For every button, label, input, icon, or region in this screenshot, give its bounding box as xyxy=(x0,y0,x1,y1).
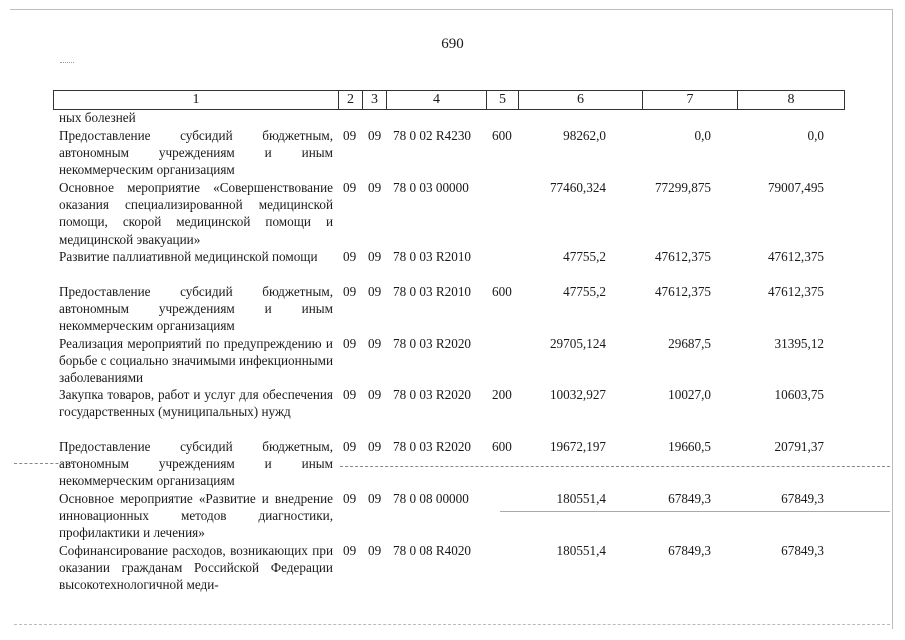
row-col-6: 180551,4 xyxy=(556,543,606,558)
row-col-8: 47612,375 xyxy=(767,249,824,264)
header-col-8: 8 xyxy=(787,92,795,107)
header-col-5: 5 xyxy=(487,91,519,109)
row-col-6: 29705,124 xyxy=(549,336,606,351)
row-col-7: 67849,3 xyxy=(668,491,711,506)
row-col-5: 200 xyxy=(492,387,512,402)
row-col-8: 67849,3 xyxy=(781,543,824,558)
row-col-2: 09 xyxy=(343,543,357,558)
scan-line xyxy=(500,511,890,512)
row-description: Предоставление субсидий бюджетным, автономным учреждениям и иным некоммерческим организациям xyxy=(59,284,333,334)
header-col-6: 6 xyxy=(519,91,643,109)
row-description: Закупка товаров, работ и услуг для обеспечения государственных (муниципальных) нужд xyxy=(59,387,333,420)
row-col-7: 19660,5 xyxy=(668,439,711,454)
row-col-7: 29687,5 xyxy=(668,336,711,351)
row-col-4: 78 0 08 R4020 xyxy=(393,543,472,558)
row-col-6: 47755,2 xyxy=(563,249,606,264)
row-col-2: 09 xyxy=(343,387,357,402)
row-col-2: 09 xyxy=(343,249,357,264)
header-col-1: 1 xyxy=(54,91,339,109)
row-col-8: 20791,37 xyxy=(774,439,824,454)
row-col-2: 09 xyxy=(343,491,357,506)
row-col-8: 31395,12 xyxy=(774,336,824,351)
row-description: Предоставление субсидий бюджетным, автономным учреждениям и иным некоммерческим организациям xyxy=(59,439,333,489)
row-col-6: 19672,197 xyxy=(549,439,606,454)
row-description: Основное мероприятие «Развитие и внедрение инновационных методов диагностики, профилактики и лечения» xyxy=(59,491,333,541)
row-col-6: 98262,0 xyxy=(563,128,606,143)
row-col-6: 77460,324 xyxy=(549,180,606,195)
row-col-3: 09 xyxy=(368,439,382,454)
row-col-4: 78 0 03 R2020 xyxy=(393,336,472,351)
row-col-4: 78 0 08 00000 xyxy=(393,491,469,506)
row-col-8: 79007,495 xyxy=(767,180,824,195)
row-col-8: 47612,375 xyxy=(767,284,824,299)
header-col-3: 3 xyxy=(363,91,387,109)
row-col-7: 0,0 xyxy=(694,128,711,143)
row-col-4: 78 0 03 R2010 xyxy=(393,249,472,264)
header-col-4: 4 xyxy=(387,91,487,109)
row-col-2: 09 xyxy=(343,439,357,454)
row-col-5: 600 xyxy=(492,128,512,143)
row-col-4: 78 0 03 R2020 xyxy=(393,439,472,454)
row-col-8: 0,0 xyxy=(807,128,824,143)
row-col-4: 78 0 03 00000 xyxy=(393,180,469,195)
row-col-4: 78 0 02 R4230 xyxy=(393,128,472,143)
row-col-3: 09 xyxy=(368,387,382,402)
row-description: ных болезней xyxy=(59,110,136,125)
row-col-2: 09 xyxy=(343,284,357,299)
row-col-7: 47612,375 xyxy=(654,284,711,299)
row-col-3: 09 xyxy=(368,249,382,264)
row-col-4: 78 0 03 R2020 xyxy=(393,387,472,402)
row-col-2: 09 xyxy=(343,180,357,195)
scan-line xyxy=(14,624,890,625)
scan-line xyxy=(340,466,890,467)
row-col-2: 09 xyxy=(343,128,357,143)
row-description: Развитие паллиативной медицинской помощи xyxy=(59,249,318,264)
row-col-7: 47612,375 xyxy=(654,249,711,264)
row-col-5: 600 xyxy=(492,284,512,299)
row-col-8: 67849,3 xyxy=(781,491,824,506)
scan-mark xyxy=(60,62,74,64)
scan-line xyxy=(14,463,74,464)
row-description: Реализация мероприятий по предупреждению и борьбе с социально значимыми инфекционными заболеваниями xyxy=(59,336,334,386)
row-col-7: 67849,3 xyxy=(668,543,711,558)
row-col-6: 180551,4 xyxy=(556,491,606,506)
header-col-7: 7 xyxy=(643,91,738,109)
row-col-5: 600 xyxy=(492,439,512,454)
row-col-7: 10027,0 xyxy=(668,387,711,402)
row-description: Софинансирование расходов, возникающих при оказании гражданам Российской Федерации высокотехнологичной меди- xyxy=(59,543,333,593)
row-col-3: 09 xyxy=(368,491,382,506)
row-col-6: 47755,2 xyxy=(563,284,606,299)
row-col-2: 09 xyxy=(343,336,357,351)
page-number: 690 xyxy=(441,36,464,52)
row-col-3: 09 xyxy=(368,128,382,143)
row-col-4: 78 0 03 R2010 xyxy=(393,284,472,299)
row-col-3: 09 xyxy=(368,180,382,195)
header-col-2: 2 xyxy=(339,91,363,109)
row-col-3: 09 xyxy=(368,543,382,558)
row-description: Предоставление субсидий бюджетным, автономным учреждениям и иным некоммерческим организациям xyxy=(59,128,333,178)
row-col-3: 09 xyxy=(368,336,382,351)
row-col-8: 10603,75 xyxy=(774,387,824,402)
row-description: Основное мероприятие «Совершенствование оказания специализированной медицинской помощи, скорой медицинской помощи и медицинской эвакуации» xyxy=(59,180,333,247)
row-col-7: 77299,875 xyxy=(654,180,711,195)
row-col-3: 09 xyxy=(368,284,382,299)
table-header-row xyxy=(53,90,845,110)
row-col-6: 10032,927 xyxy=(549,387,606,402)
